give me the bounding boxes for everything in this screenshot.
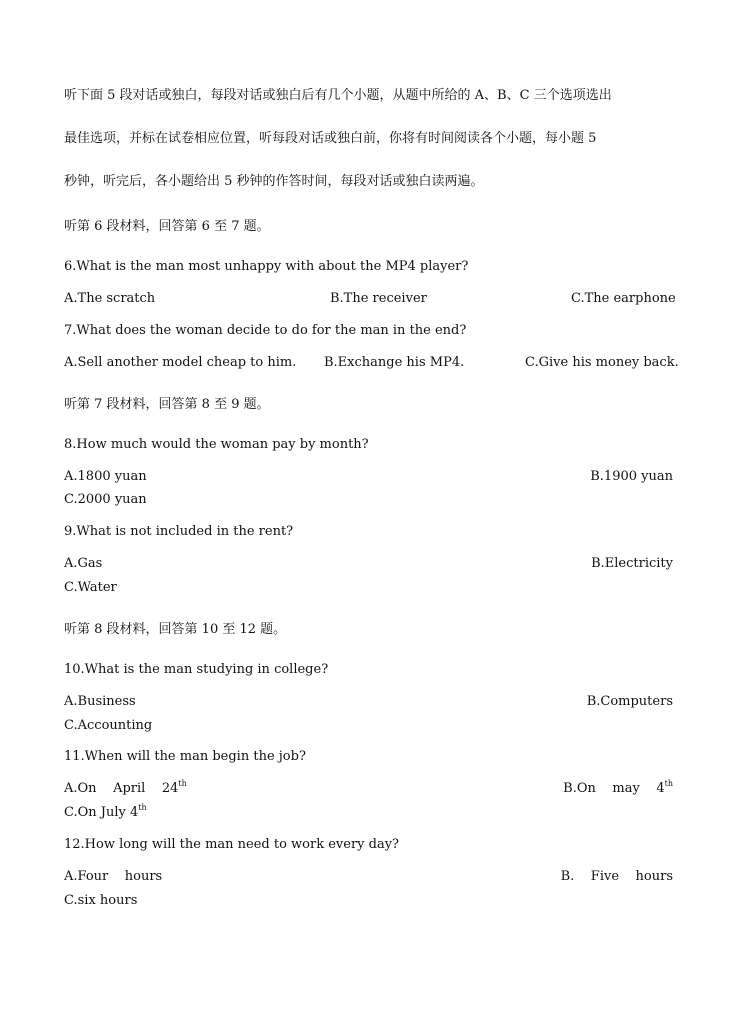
question-6: 6.What is the man most unhappy with about the MP4 player? [64, 259, 469, 274]
option-c-text: C.On July 4 [64, 805, 139, 820]
option-c: C.The earphone [571, 291, 676, 306]
ordinal-suffix: th [138, 803, 147, 812]
option-b: B.The receiver [330, 291, 427, 306]
section-header: 听第 7 段材料，回答第 8 至 9 题。 [64, 397, 270, 412]
section-header: 听第 8 段材料，回答第 10 至 12 题。 [64, 622, 287, 637]
option-c: C.Give his money back. [525, 355, 679, 370]
instructions-line: 秒钟，听完后，各小题给出 5 秒钟的作答时间，每段对话或独白读两遍。 [64, 174, 484, 189]
options-12 [64, 868, 673, 886]
option-a: A.Business [64, 694, 136, 709]
option-b [563, 780, 673, 798]
options-9 [64, 555, 673, 573]
options-11 [64, 780, 673, 798]
instructions-line: 听下面 5 段对话或独白，每段对话或独白后有几个小题，从题中所给的 A、B、C 三个选项选出 [64, 88, 612, 103]
option-b: B. Five hours [560, 869, 673, 884]
option-c: C.six hours [64, 893, 138, 908]
option-a: A.The scratch [64, 291, 156, 306]
option-c: C.Water [64, 580, 117, 595]
option-c: C.Accounting [64, 718, 153, 733]
question-11: 11.When will the man begin the job? [64, 749, 306, 764]
option-b: B.1900 yuan [590, 469, 673, 484]
section-header: 听第 6 段材料，回答第 6 至 7 题。 [64, 219, 270, 234]
question-7: 7.What does the woman decide to do for the man in the end? [64, 323, 467, 338]
option-b: B.Computers [586, 694, 673, 709]
option-b: B.Electricity [591, 556, 673, 571]
instructions [64, 74, 676, 203]
option-b-text: B.On may 4 [563, 781, 665, 796]
option-a: A.Four hours [64, 869, 163, 884]
options-10 [64, 693, 673, 711]
ordinal-suffix: th [664, 779, 673, 788]
option-a-text: A.On April 24 [64, 781, 179, 796]
question-8: 8.How much would the woman pay by month? [64, 437, 369, 452]
option-a [64, 780, 187, 798]
instructions-line: 最佳选项，并标在试卷相应位置，听每段对话或独白前，你将有时间阅读各个小题，每小题 5 [64, 131, 597, 146]
option-a: A.1800 yuan [64, 469, 147, 484]
question-9: 9.What is not included in the rent? [64, 524, 294, 539]
options-8 [64, 468, 673, 486]
option-c [64, 804, 147, 822]
option-c: C.2000 yuan [64, 492, 147, 507]
option-a: A.Gas [64, 556, 103, 571]
question-12: 12.How long will the man need to work every day? [64, 837, 400, 852]
option-b: B.Exchange his MP4. [324, 355, 465, 370]
options-6 [64, 290, 676, 308]
ordinal-suffix: th [178, 779, 187, 788]
options-7 [64, 354, 679, 372]
question-10: 10.What is the man studying in college? [64, 662, 329, 677]
option-a: A.Sell another model cheap to him. [64, 355, 297, 370]
